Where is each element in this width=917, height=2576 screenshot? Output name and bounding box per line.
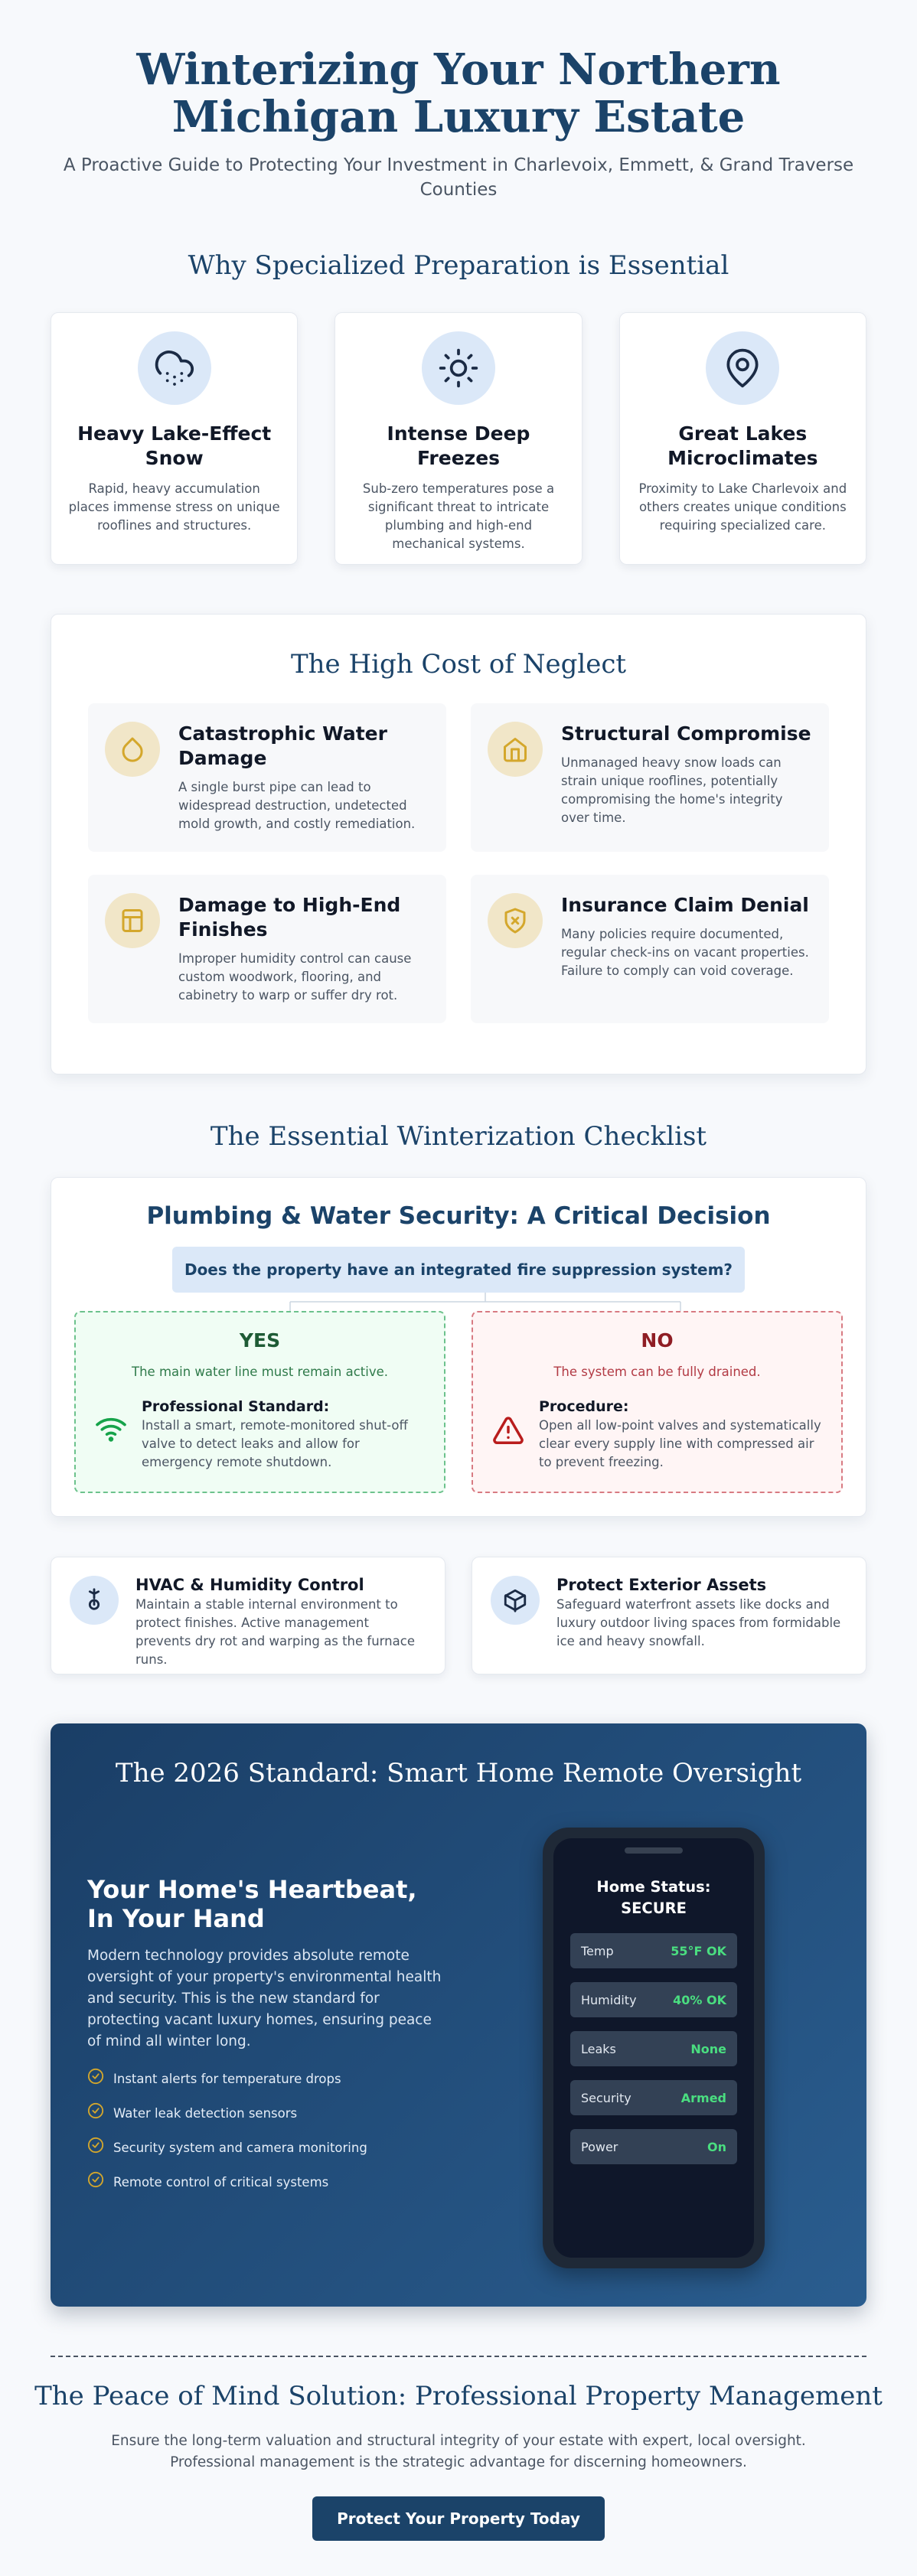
shield-x-icon: [488, 893, 543, 948]
plumbing-title: Plumbing & Water Security: A Critical Decision: [146, 1202, 771, 1230]
why-card-freeze: [334, 312, 582, 565]
feature-item: [87, 2137, 447, 2159]
status-row-leaks: [570, 2031, 737, 2066]
warning-icon: [491, 1415, 525, 1447]
branch-no-note: The system can be fully drained.: [553, 1365, 761, 1379]
phone-notch: [625, 1847, 683, 1854]
section-divider: [51, 2356, 866, 2357]
smart-content: [87, 1875, 447, 2206]
why-card-microclimate: [619, 312, 866, 565]
neglect-item-title: Structural Compromise: [561, 722, 811, 745]
smart-description: Modern technology provides absolute remote oversight of your property's environmental health and security. This is the new standard for protecting vacant luxury homes, ensuring peace of mind all winter long.: [87, 1948, 442, 2049]
check-circle-icon: [87, 2171, 104, 2193]
status-label: Security: [581, 2090, 631, 2105]
feature-list: [87, 2068, 447, 2193]
feature-label: Water leak detection sensors: [113, 2105, 298, 2121]
checklist-card-text: Safeguard waterfront assets like docks and luxury outdoor living spaces from formidable ice and heavy snowfall.: [556, 1597, 841, 1648]
decision-connector: [74, 1293, 843, 1311]
cta-wrap: [0, 2496, 917, 2541]
status-label: Temp: [581, 1943, 614, 1958]
feature-label: Security system and camera monitoring: [113, 2140, 367, 2155]
neglect-item-text: Unmanaged heavy snow loads can strain unique rooflines, potentially compromising the home's integrity over time.: [561, 755, 783, 825]
feature-label: Remote control of critical systems: [113, 2174, 329, 2190]
feature-item: [87, 2171, 447, 2193]
neglect-section-title: The High Cost of Neglect: [290, 649, 627, 680]
checklist-card-title: Protect Exterior Assets: [556, 1576, 767, 1594]
checklist-section-title: The Essential Winterization Checklist: [210, 1121, 707, 1152]
why-card-snow: [51, 312, 298, 565]
decision-branches: [74, 1311, 843, 1493]
smart-home-section: [51, 1723, 866, 2307]
neglect-item-water: [88, 703, 446, 852]
branch-no-detail: [491, 1397, 823, 1472]
cabinet-icon: [105, 893, 160, 948]
neglect-item-text: Improper humidity control can cause custom woodwork, flooring, and cabinetry to warp or suffer dry rot.: [178, 951, 412, 1003]
feature-label: Instant alerts for temperature drops: [113, 2071, 341, 2086]
footer-text: Ensure the long-term valuation and structural integrity of your estate with expert, local oversight. Professional management is the strategic advantage for discerning homeowners.: [111, 2433, 806, 2470]
branch-yes-detail: [94, 1397, 426, 1472]
neglect-item-structural: [471, 703, 829, 852]
smart-section-title: The 2026 Standard: Smart Home Remote Oversight: [115, 1758, 802, 1789]
home-status-title: Home Status: SECURE: [596, 1878, 711, 1917]
check-circle-icon: [87, 2068, 104, 2090]
snow-cloud-icon: [138, 331, 211, 405]
status-label: Power: [581, 2139, 618, 2154]
neglect-item-text: A single burst pipe can lead to widespread destruction, undetected mold growth, and costly remediation.: [178, 780, 416, 831]
why-card-title: Intense Deep Freezes: [387, 422, 530, 469]
branch-yes-text: Install a smart, remote-monitored shut-off valve to detect leaks and allow for emergency remote shutdown.: [142, 1418, 408, 1469]
why-card-title: Great Lakes Microclimates: [667, 422, 818, 469]
check-circle-icon: [87, 2137, 104, 2159]
map-pin-icon: [706, 331, 779, 405]
status-value: On: [707, 2139, 726, 2154]
status-label: Leaks: [581, 2041, 616, 2056]
check-circle-icon: [87, 2102, 104, 2124]
status-value: Armed: [680, 2090, 726, 2105]
page-title: Winterizing Your Northern Michigan Luxury Estate: [136, 44, 781, 142]
branch-no-heading: Procedure:: [539, 1398, 629, 1415]
checklist-card-title: HVAC & Humidity Control: [135, 1576, 364, 1594]
status-row-humidity: [570, 1982, 737, 2017]
cube-icon: [491, 1576, 540, 1625]
branch-yes: [74, 1311, 445, 1493]
neglect-item-finishes: [88, 875, 446, 1023]
why-card-title: Heavy Lake-Effect Snow: [77, 422, 272, 469]
phone-screen: [553, 1838, 754, 2258]
why-card-text: Sub-zero temperatures pose a significant threat to intricate plumbing and high-end mechanical systems.: [362, 481, 555, 551]
feature-item: [87, 2102, 447, 2124]
status-value: 40% OK: [673, 1992, 726, 2007]
phone-mockup: [543, 1828, 765, 2268]
hero: [0, 0, 917, 202]
neglect-item-title: Insurance Claim Denial: [561, 894, 809, 916]
why-card-text: Rapid, heavy accumulation places immense stress on unique rooflines and structures.: [68, 481, 280, 533]
protect-property-button[interactable]: Protect Your Property Today: [312, 2496, 605, 2541]
checklist-card-text: Maintain a stable internal environment to protect finishes. Active management prevents dry rot and warping as the furnace runs.: [135, 1597, 415, 1667]
neglect-grid: [88, 703, 829, 1023]
branch-no: [472, 1311, 843, 1493]
branch-no-label: NO: [641, 1329, 674, 1352]
why-section-title: Why Specialized Preparation is Essential: [188, 250, 729, 281]
smart-heading: Your Home's Heartbeat, In Your Hand: [87, 1875, 417, 1933]
thermometer-fan-icon: [70, 1576, 119, 1625]
why-card-text: Proximity to Lake Charlevoix and others creates unique conditions requiring specialized care.: [638, 481, 847, 533]
neglect-item-insurance: [471, 875, 829, 1023]
status-row-security: [570, 2080, 737, 2115]
decision-question: Does the property have an integrated fire suppression system?: [172, 1247, 745, 1293]
feature-item: [87, 2068, 447, 2090]
status-row-temp: [570, 1933, 737, 1968]
neglect-item-title: Damage to High-End Finishes: [178, 894, 401, 941]
status-row-power: [570, 2129, 737, 2164]
neglect-item-title: Catastrophic Water Damage: [178, 722, 387, 769]
neglect-panel: [51, 614, 866, 1074]
status-value: None: [690, 2041, 726, 2056]
status-value: 55°F OK: [671, 1943, 726, 1958]
why-cards: [0, 312, 917, 565]
branch-no-text: Open all low-point valves and systematically clear every supply line with compressed air to prevent freezing.: [539, 1418, 821, 1469]
branch-yes-note: The main water line must remain active.: [132, 1365, 388, 1379]
wifi-icon: [94, 1415, 128, 1446]
page-subtitle: A Proactive Guide to Protecting Your Investment in Charlevoix, Emmett, & Grand Traverse Counties: [63, 155, 854, 200]
water-drop-icon: [105, 722, 160, 777]
footer-title: The Peace of Mind Solution: Professional Property Management: [34, 2381, 883, 2411]
sun-cold-icon: [422, 331, 495, 405]
house-icon: [488, 722, 543, 777]
branch-yes-heading: Professional Standard:: [142, 1398, 330, 1415]
plumbing-decision-panel: [51, 1177, 866, 1517]
checklist-card-hvac: [51, 1557, 445, 1674]
checklist-cards: [51, 1557, 866, 1674]
status-label: Humidity: [581, 1992, 637, 2007]
branch-yes-label: YES: [239, 1329, 281, 1352]
checklist-card-exterior: [472, 1557, 866, 1674]
neglect-item-text: Many policies require documented, regular check-ins on vacant properties. Failure to comply can void coverage.: [561, 927, 809, 978]
